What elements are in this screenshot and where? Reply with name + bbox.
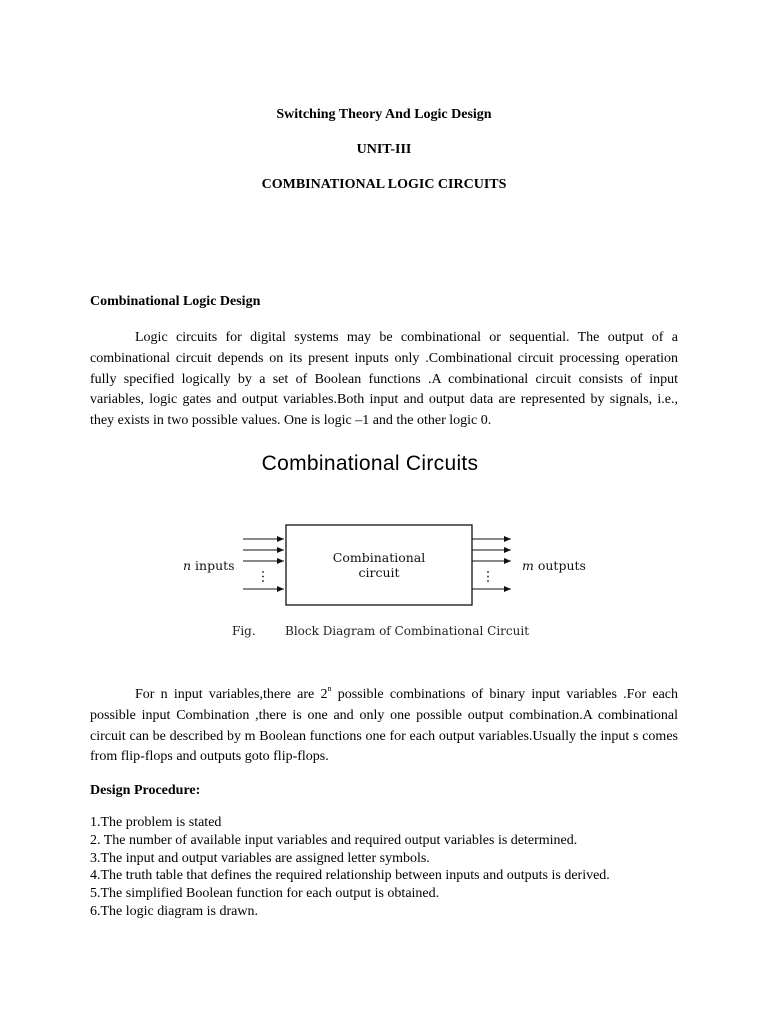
box-label-line1: Combinational <box>332 550 426 565</box>
input-combinations-paragraph <box>90 685 678 768</box>
box-label-line2: circuit <box>358 565 400 580</box>
unit-label: UNIT-III <box>356 142 412 157</box>
block-diagram-figure <box>170 446 610 646</box>
section-heading-design-procedure: Design Procedure: <box>90 783 201 798</box>
design-procedure-steps <box>90 814 690 921</box>
input-variable: n <box>183 558 192 573</box>
list-item: 4.The truth table that defines the required relationship between inputs and outputs is derived. <box>90 868 610 884</box>
figure-caption-text: Block Diagram of Combinational Circuit <box>285 624 530 638</box>
outputs-text: outputs <box>537 558 586 573</box>
section-heading-combinational-logic-design: Combinational Logic Design <box>90 294 261 309</box>
box-label <box>286 550 472 580</box>
list-item: 3.The input and output variables are assigned letter symbols. <box>90 850 430 866</box>
course-title: Switching Theory And Logic Design <box>276 107 492 122</box>
outputs-label <box>522 558 586 573</box>
inputs-label <box>183 558 235 573</box>
intro-paragraph: Logic circuits for digital systems may be combinational or sequential. The output of a combinational circuit depends on its present inputs only .Combinational circuit processing operation fully specified logically by a set of Boolean functions .A combinational circuit consists of input variables, logic gates and output variables.Both input and output data are represented by signals, i.e., they exists in two possible values. One is logic –1 and the other logic 0. <box>90 330 678 429</box>
paragraph-part-1: For n input variables,there are 2 <box>135 687 328 702</box>
list-item: 2. The number of available input variables and required output variables is determined. <box>90 832 578 848</box>
chapter-title: COMBINATIONAL LOGIC CIRCUITS <box>261 177 507 192</box>
list-item: 6.The logic diagram is drawn. <box>90 903 258 919</box>
paragraph-part-2: possible combinations of binary input variables .For each possible input Combination ,there is one and only one possible output combination.A combinational circuit can be described by m Boolean functions one for each output variables.Usually the input s comes from flip-flops and outputs goto flip-flops. <box>90 687 679 765</box>
input-ellipsis-dots <box>262 571 264 582</box>
figure-caption-prefix: Fig. <box>232 624 256 638</box>
superscript-n: n <box>327 684 332 694</box>
list-item: 5.The simplified Boolean function for each output is obtained. <box>90 886 440 902</box>
list-item: 1.The problem is stated <box>90 815 222 830</box>
output-variable: m <box>522 558 534 573</box>
output-ellipsis-dots <box>487 571 489 582</box>
figure-title: Combinational Circuits <box>261 452 479 475</box>
inputs-text: inputs <box>195 558 235 573</box>
block-diagram-svg <box>170 446 610 646</box>
